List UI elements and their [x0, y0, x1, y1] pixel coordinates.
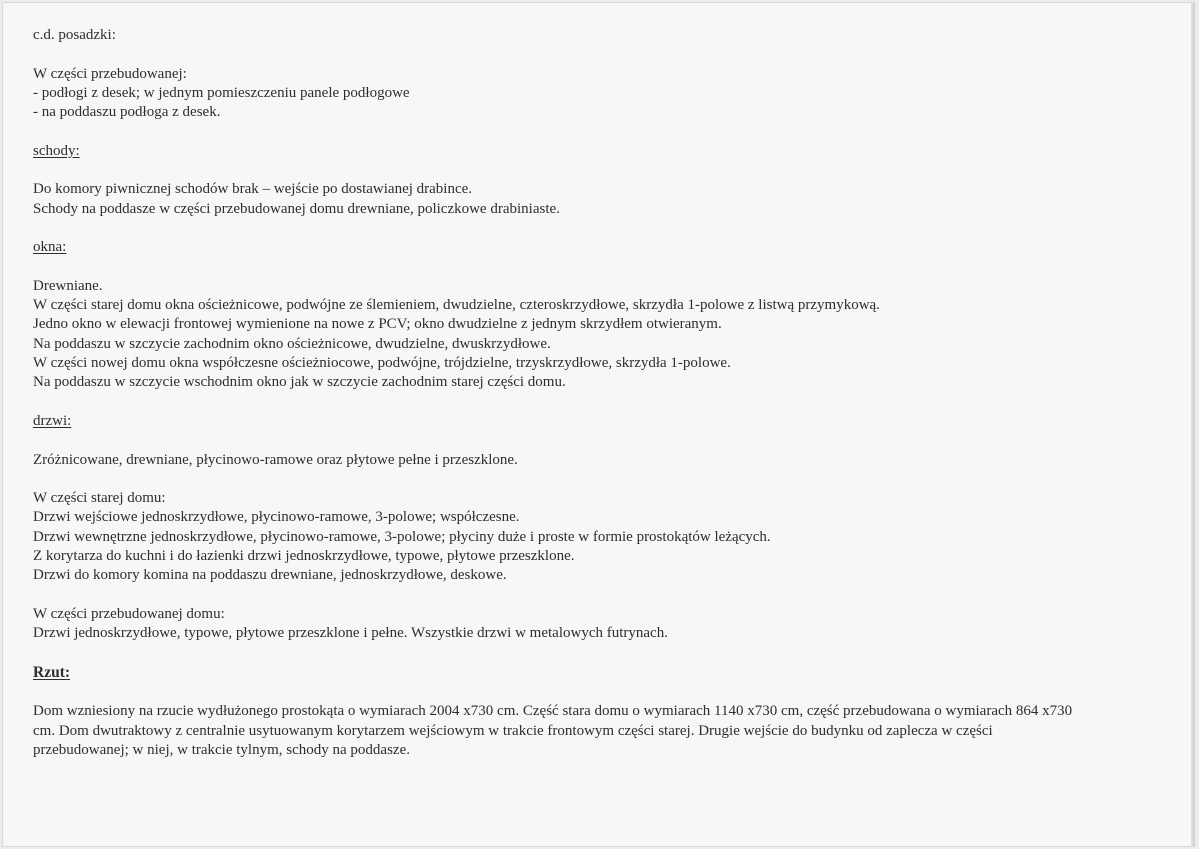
doors-old-lead: W części starej domu: [33, 490, 166, 507]
doors-old-line: Drzwi wewnętrzne jednoskrzydłowe, płycinowo-ramowe, 3-polowe; płyciny duże i proste w formie prostokątów leżących. [33, 528, 771, 545]
stairs-heading: schody: [33, 142, 80, 159]
spacer [33, 470, 1173, 489]
document-body [33, 26, 1173, 760]
spacer [33, 683, 1173, 702]
spacer [33, 161, 1173, 180]
doors-old-line: Drzwi wejściowe jednoskrzydłowe, płycinowo-ramowe, 3-polowe; współczesne. [33, 509, 520, 526]
spacer [33, 258, 1173, 277]
floors-lead: W części przebudowanej: [33, 65, 187, 82]
windows-line: W części nowej domu okna współczesne ościeżniocowe, podwójne, trójdzielne, trzyskrzydłowe, skrzydła 1-polowe. [33, 355, 731, 372]
spacer [33, 122, 1173, 141]
spacer [33, 644, 1173, 663]
floors-item: - podłogi z desek; w jednym pomieszczeniu panele podłogowe [33, 84, 410, 101]
doors-rebuilt-line: Drzwi jednoskrzydłowe, typowe, płytowe przeszklone i pełne. Wszystkie drzwi w metalowych futrynach. [33, 625, 668, 642]
spacer [33, 45, 1173, 64]
doors-summary: Zróżnicowane, drewniane, płycinowo-ramowe oraz płytowe pełne i przeszklone. [33, 451, 518, 468]
stairs-line: Do komory piwnicznej schodów brak – wejście po dostawianej drabince. [33, 181, 473, 198]
spacer [33, 393, 1173, 412]
floors-item: - na poddaszu podłoga z desek. [33, 104, 221, 121]
scanned-page [2, 2, 1195, 847]
doors-heading: drzwi: [33, 412, 72, 429]
windows-heading: okna: [33, 239, 67, 256]
doors-rebuilt-lead: W części przebudowanej domu: [33, 605, 225, 622]
plan-paragraph: Dom wzniesiony na rzucie wydłużonego prostokąta o wymiarach 2004 x730 cm. Część stara domu o wymiarach 1140 x730 cm, część przebudowana o wymiarach 864 x730 cm. Dom dwutraktowy z centralnie usytuowanym korytarzem wejściowym w trakcie frontowym części starej. Drugie wejście do budynku od zaplecza w części przebudowanej; w niej, w trakcie tylnym, schody na poddasze. [33, 703, 1073, 758]
doors-old-line: Z korytarza do kuchni i do łazienki drzwi jednoskrzydłowe, typowe, płytowe przeszklone. [33, 548, 575, 565]
spacer [33, 586, 1173, 605]
windows-line: W części starej domu okna ościeżnicowe, podwójne ze ślemieniem, dwudzielne, czteroskrzydłowe, skrzydła 1-polowe z listwą przymykową. [33, 297, 880, 314]
intro-line: c.d. posadzki: [33, 27, 116, 43]
spacer [33, 219, 1173, 238]
doors-old-line: Drzwi do komory komina na poddaszu drewniane, jednoskrzydłowe, deskowe. [33, 567, 507, 584]
windows-line: Na poddaszu w szczycie zachodnim okno ościeżnicowe, dwudzielne, dwuskrzydłowe. [33, 335, 551, 352]
windows-line: Na poddaszu w szczycie wschodnim okno jak w szczycie zachodnim starej części domu. [33, 374, 566, 391]
plan-heading: Rzut: [33, 663, 71, 681]
windows-line: Drewniane. [33, 277, 103, 294]
stairs-line: Schody na poddasze w części przebudowanej domu drewniane, policzkowe drabiniaste. [33, 200, 560, 217]
windows-line: Jedno okno w elewacji frontowej wymienione na nowe z PCV; okno dwudzielne z jednym skrzydłem otwieranym. [33, 316, 722, 333]
spacer [33, 431, 1173, 450]
